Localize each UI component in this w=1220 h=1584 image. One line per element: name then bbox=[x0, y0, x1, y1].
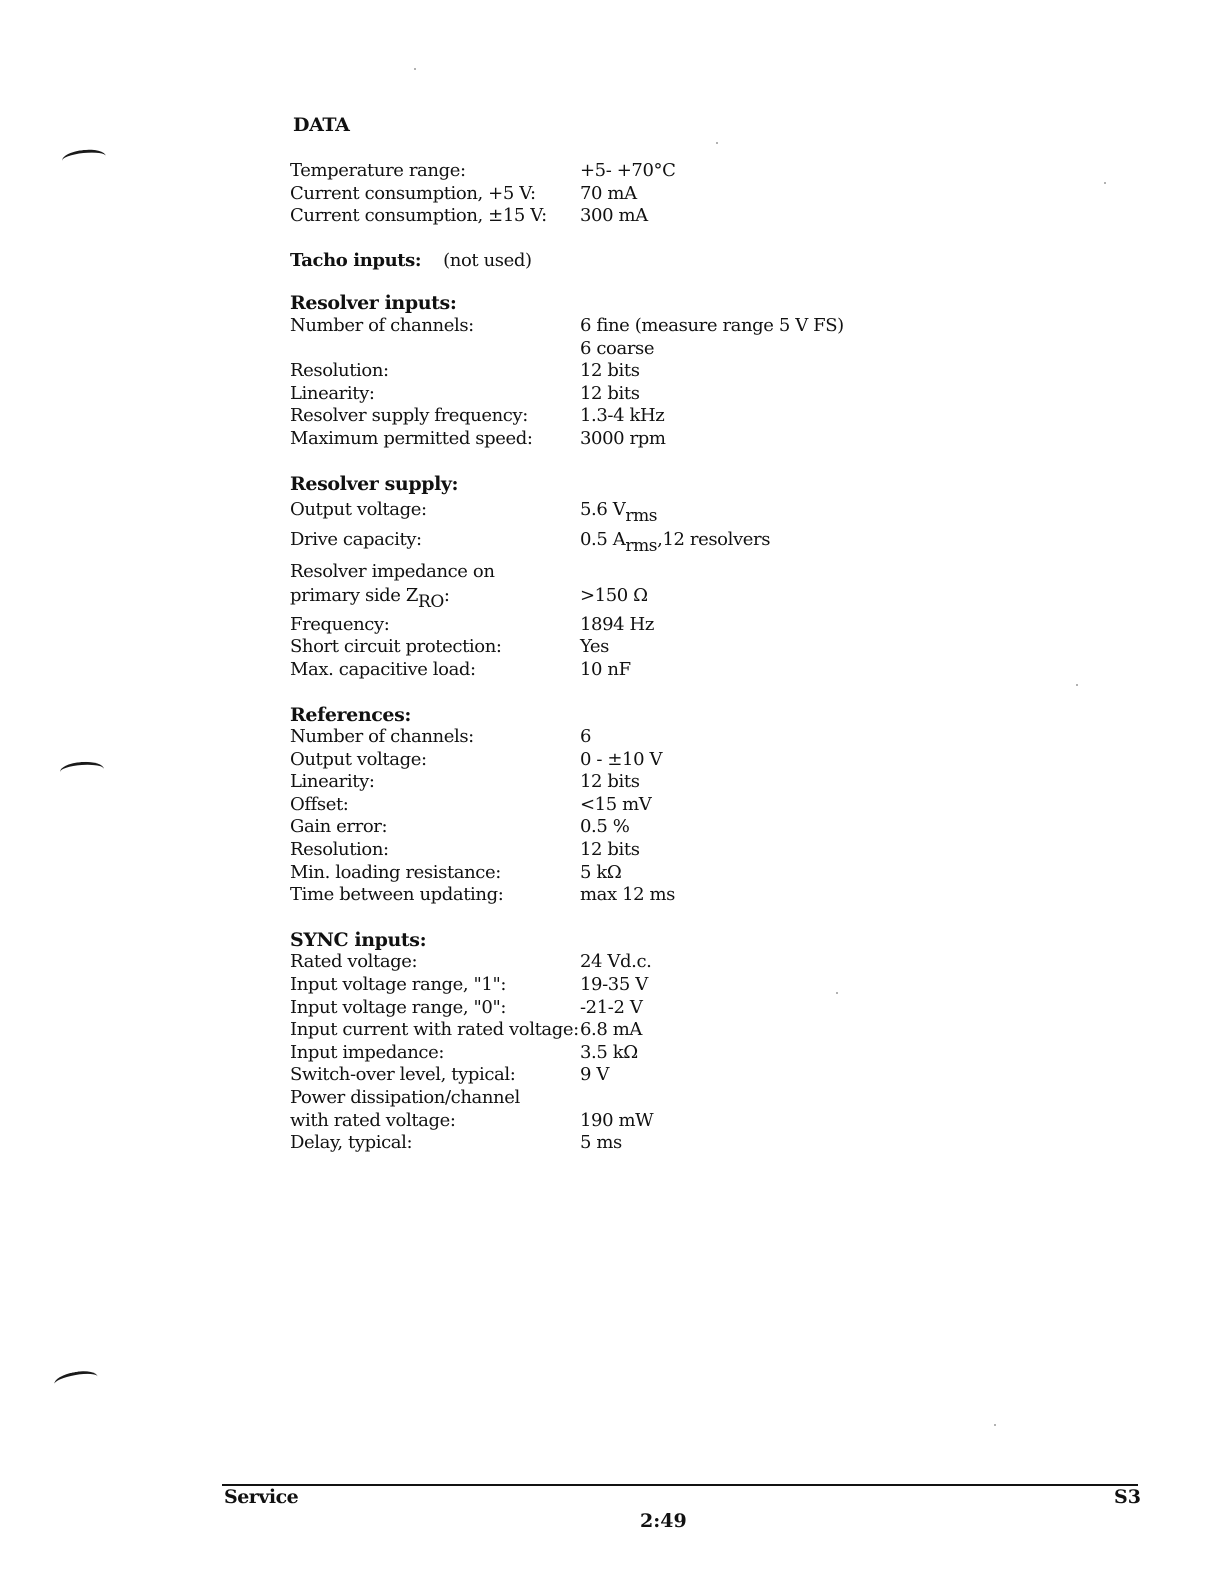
spec-label: Linearity: bbox=[290, 771, 375, 793]
spec-value-subscript: rms bbox=[625, 536, 658, 557]
spec-value: 1894 Hz bbox=[580, 613, 654, 635]
spec-label: Delay, typical: bbox=[290, 1132, 413, 1154]
spec-label: Input voltage range, "0": bbox=[290, 996, 507, 1018]
scan-speck bbox=[1104, 182, 1106, 184]
spec-value: 9 V bbox=[580, 1064, 609, 1086]
spec-value: Yes bbox=[580, 636, 610, 658]
spec-row bbox=[290, 495, 990, 525]
spec-value: 3.5 kΩ bbox=[580, 1041, 638, 1063]
tacho-heading: Tacho inputs: bbox=[290, 249, 422, 271]
spec-row bbox=[290, 428, 990, 451]
spec-value: 12 bits bbox=[580, 382, 640, 404]
spec-row bbox=[290, 749, 990, 772]
footer-section-code: S3 bbox=[1114, 1486, 1141, 1508]
spec-value bbox=[580, 495, 657, 525]
spec-label: Number of channels: bbox=[290, 314, 474, 336]
spec-label: Resolution: bbox=[290, 839, 389, 861]
spec-row bbox=[290, 839, 990, 862]
spec-label: Gain error: bbox=[290, 816, 388, 838]
spec-row bbox=[290, 561, 990, 584]
spec-value bbox=[580, 525, 770, 555]
spec-value: +5- +70°C bbox=[580, 160, 676, 181]
spec-label: Switch-over level, typical: bbox=[290, 1064, 516, 1086]
page-title: DATA bbox=[293, 114, 350, 136]
tacho-row bbox=[290, 250, 990, 273]
spec-label: Max. capacitive load: bbox=[290, 658, 476, 680]
spec-row bbox=[290, 383, 990, 406]
spec-value: 6.8 mA bbox=[580, 1019, 643, 1041]
spec-label: Linearity: bbox=[290, 382, 375, 404]
spec-label: Output voltage: bbox=[290, 499, 427, 521]
spec-label: Time between updating: bbox=[290, 884, 504, 906]
spec-row bbox=[290, 405, 990, 428]
references-heading: References: bbox=[290, 703, 412, 726]
spec-row bbox=[290, 997, 990, 1020]
spec-value: 0 - ±10 V bbox=[580, 748, 663, 770]
resolver-supply-heading: Resolver supply: bbox=[290, 472, 459, 495]
spec-label: Output voltage: bbox=[290, 748, 427, 770]
spec-label: Short circuit protection: bbox=[290, 636, 502, 658]
spec-label: Maximum permitted speed: bbox=[290, 427, 533, 449]
spec-value: >150 Ω bbox=[580, 584, 648, 606]
spec-label: with rated voltage: bbox=[290, 1109, 456, 1131]
tacho-section bbox=[290, 250, 990, 273]
spec-row bbox=[290, 862, 990, 885]
binder-hole-mark bbox=[53, 1368, 99, 1392]
general-section bbox=[290, 160, 990, 228]
spec-label: Frequency: bbox=[290, 613, 390, 635]
spec-row bbox=[290, 816, 990, 839]
spec-row bbox=[290, 525, 990, 555]
footer-page-number: 2:49 bbox=[640, 1510, 687, 1532]
spec-row bbox=[290, 1042, 990, 1065]
spec-label bbox=[290, 584, 580, 614]
spec-label: Min. loading resistance: bbox=[290, 861, 501, 883]
spec-row bbox=[290, 160, 990, 183]
spec-label: Resolver impedance on bbox=[290, 561, 495, 583]
spec-row bbox=[290, 1019, 990, 1042]
spec-value: 12 bits bbox=[580, 360, 640, 382]
spec-row bbox=[290, 360, 990, 383]
spec-value: max 12 ms bbox=[580, 884, 676, 906]
spec-value: 6 coarse bbox=[580, 337, 655, 359]
footer-rule bbox=[222, 1484, 1138, 1486]
spec-label: Input impedance: bbox=[290, 1041, 445, 1063]
spec-row bbox=[290, 771, 990, 794]
spec-row bbox=[290, 1110, 990, 1133]
spec-row bbox=[290, 183, 990, 206]
spec-row bbox=[290, 315, 990, 338]
sync-inputs-section bbox=[290, 929, 990, 1155]
spec-row bbox=[290, 1087, 990, 1110]
spec-value-text: 0.5 A bbox=[580, 529, 626, 551]
spec-row bbox=[290, 584, 990, 614]
spec-label: Power dissipation/channel bbox=[290, 1087, 520, 1108]
resolver-inputs-heading: Resolver inputs: bbox=[290, 292, 457, 315]
scan-speck bbox=[414, 68, 416, 70]
spec-label: Number of channels: bbox=[290, 726, 474, 748]
spec-label: Current consumption, ±15 V: bbox=[290, 205, 547, 227]
spec-value: 300 mA bbox=[580, 205, 648, 227]
spec-content bbox=[290, 114, 990, 1177]
spec-row bbox=[290, 659, 990, 682]
spec-value: 6 bbox=[580, 726, 592, 748]
spec-value: 24 Vd.c. bbox=[580, 951, 652, 973]
spec-row bbox=[290, 884, 990, 907]
spec-label-text: primary side Z bbox=[290, 584, 418, 606]
spec-value: 3000 rpm bbox=[580, 427, 666, 449]
spec-label: Drive capacity: bbox=[290, 529, 422, 551]
spec-row bbox=[290, 614, 990, 637]
resolver-inputs-section bbox=[290, 292, 990, 450]
spec-row bbox=[290, 951, 990, 974]
spec-value: 12 bits bbox=[580, 771, 640, 793]
spec-label: Offset: bbox=[290, 793, 349, 815]
spec-row bbox=[290, 1064, 990, 1087]
spec-value-subscript: rms bbox=[625, 506, 658, 527]
resolver-supply-section bbox=[290, 473, 990, 682]
scan-speck bbox=[1076, 684, 1078, 686]
spec-value: 190 mW bbox=[580, 1109, 654, 1131]
spec-row bbox=[290, 974, 990, 997]
references-rows bbox=[290, 726, 990, 907]
sync-inputs-rows bbox=[290, 951, 990, 1154]
spec-value: 5 ms bbox=[580, 1132, 622, 1154]
resolver-supply-rows bbox=[290, 614, 990, 682]
spec-value: 19-35 V bbox=[580, 974, 648, 996]
binder-hole-mark bbox=[59, 760, 104, 780]
spec-value: 12 bits bbox=[580, 839, 640, 861]
spec-label-suffix: : bbox=[443, 584, 450, 606]
scan-speck bbox=[994, 1424, 996, 1426]
spec-value: 6 fine (measure range 5 V FS) bbox=[580, 314, 844, 336]
spec-row bbox=[290, 726, 990, 749]
spec-value-text: 5.6 V bbox=[580, 499, 626, 521]
spec-label: Rated voltage: bbox=[290, 951, 418, 973]
spec-value: 1.3-4 kHz bbox=[580, 405, 665, 427]
spec-row bbox=[290, 636, 990, 659]
spec-row bbox=[290, 205, 990, 228]
spec-row bbox=[290, 338, 990, 361]
spec-label: Input current with rated voltage: bbox=[290, 1019, 579, 1041]
tacho-note: (not used) bbox=[443, 249, 532, 271]
spec-label: Resolver supply frequency: bbox=[290, 405, 528, 427]
spec-value: -21-2 V bbox=[580, 996, 643, 1018]
footer-section-name: Service bbox=[224, 1486, 299, 1508]
spec-value: 70 mA bbox=[580, 182, 637, 204]
spec-label: Input voltage range, "1": bbox=[290, 974, 507, 996]
sync-inputs-heading: SYNC inputs: bbox=[290, 928, 427, 951]
spec-value: 0.5 % bbox=[580, 816, 630, 838]
spec-value: 5 kΩ bbox=[580, 861, 622, 883]
spec-label: Temperature range: bbox=[290, 160, 466, 181]
spec-label: Resolution: bbox=[290, 360, 389, 382]
spec-value: <15 mV bbox=[580, 793, 652, 815]
spec-row bbox=[290, 1132, 990, 1155]
references-section bbox=[290, 704, 990, 907]
resolver-inputs-rows bbox=[290, 315, 990, 451]
spec-label: Current consumption, +5 V: bbox=[290, 182, 536, 204]
spec-label-subscript: RO bbox=[417, 591, 444, 612]
spec-row bbox=[290, 794, 990, 817]
spec-value: 10 nF bbox=[580, 658, 631, 680]
spec-value-suffix: ,12 resolvers bbox=[657, 529, 771, 551]
spec-label bbox=[290, 338, 580, 361]
binder-hole-mark bbox=[61, 148, 107, 170]
